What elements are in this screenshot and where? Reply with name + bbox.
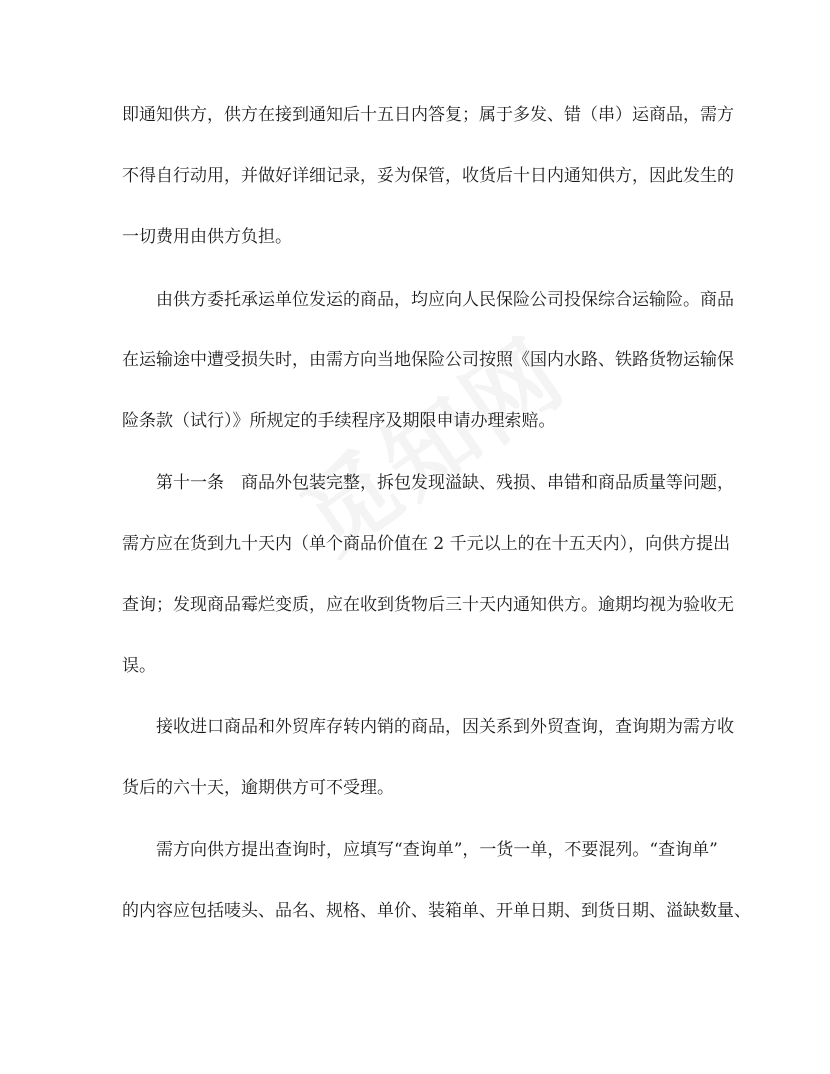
text-line: 由供方委托承运单位发运的商品，均应向人民保险公司投保综合运输险。商品 xyxy=(156,290,734,310)
text-line: 不得自行动用，并做好详细记录，妥为保管，收货后十日内通知供方，因此发生的 xyxy=(122,166,734,186)
text-line: 险条款（试行）》所规定的手续程序及期限申请办理索赔。 xyxy=(122,411,556,431)
text-line: 需方向供方提出查询时，应填写“查询单”，一货一单，不要混列。“查询单” xyxy=(156,840,718,860)
text-line: 的内容应包括唛头、品名、规格、单价、装箱单、开单日期、到货日期、溢缺数量、 xyxy=(122,901,751,921)
text-line: 在运输途中遭受损失时，由需方向当地保险公司按照《国内水路、铁路货物运输保 xyxy=(122,350,734,370)
text-line: 第十一条 商品外包装完整，拆包发现溢缺、残损、串错和商品质量等问题， xyxy=(156,473,734,493)
text-line: 一切费用由供方负担。 xyxy=(122,227,292,247)
text-line: 接收进口商品和外贸库存转内销的商品，因关系到外贸查询，查询期为需方收 xyxy=(156,717,734,737)
text-line: 误。 xyxy=(122,656,156,676)
text-line: 货后的六十天，逾期供方可不受理。 xyxy=(122,778,394,798)
text-line: 需方应在货到九十天内（单个商品价值在 2 千元以上的在十五天内），向供方提出 xyxy=(122,534,731,554)
text-line: 查询；发现商品霉烂变质，应在收到货物后三十天内通知供方。逾期均视为验收无 xyxy=(122,595,734,615)
text-line: 即通知供方，供方在接到通知后十五日内答复；属于多发、错（串）运商品，需方 xyxy=(122,105,734,125)
